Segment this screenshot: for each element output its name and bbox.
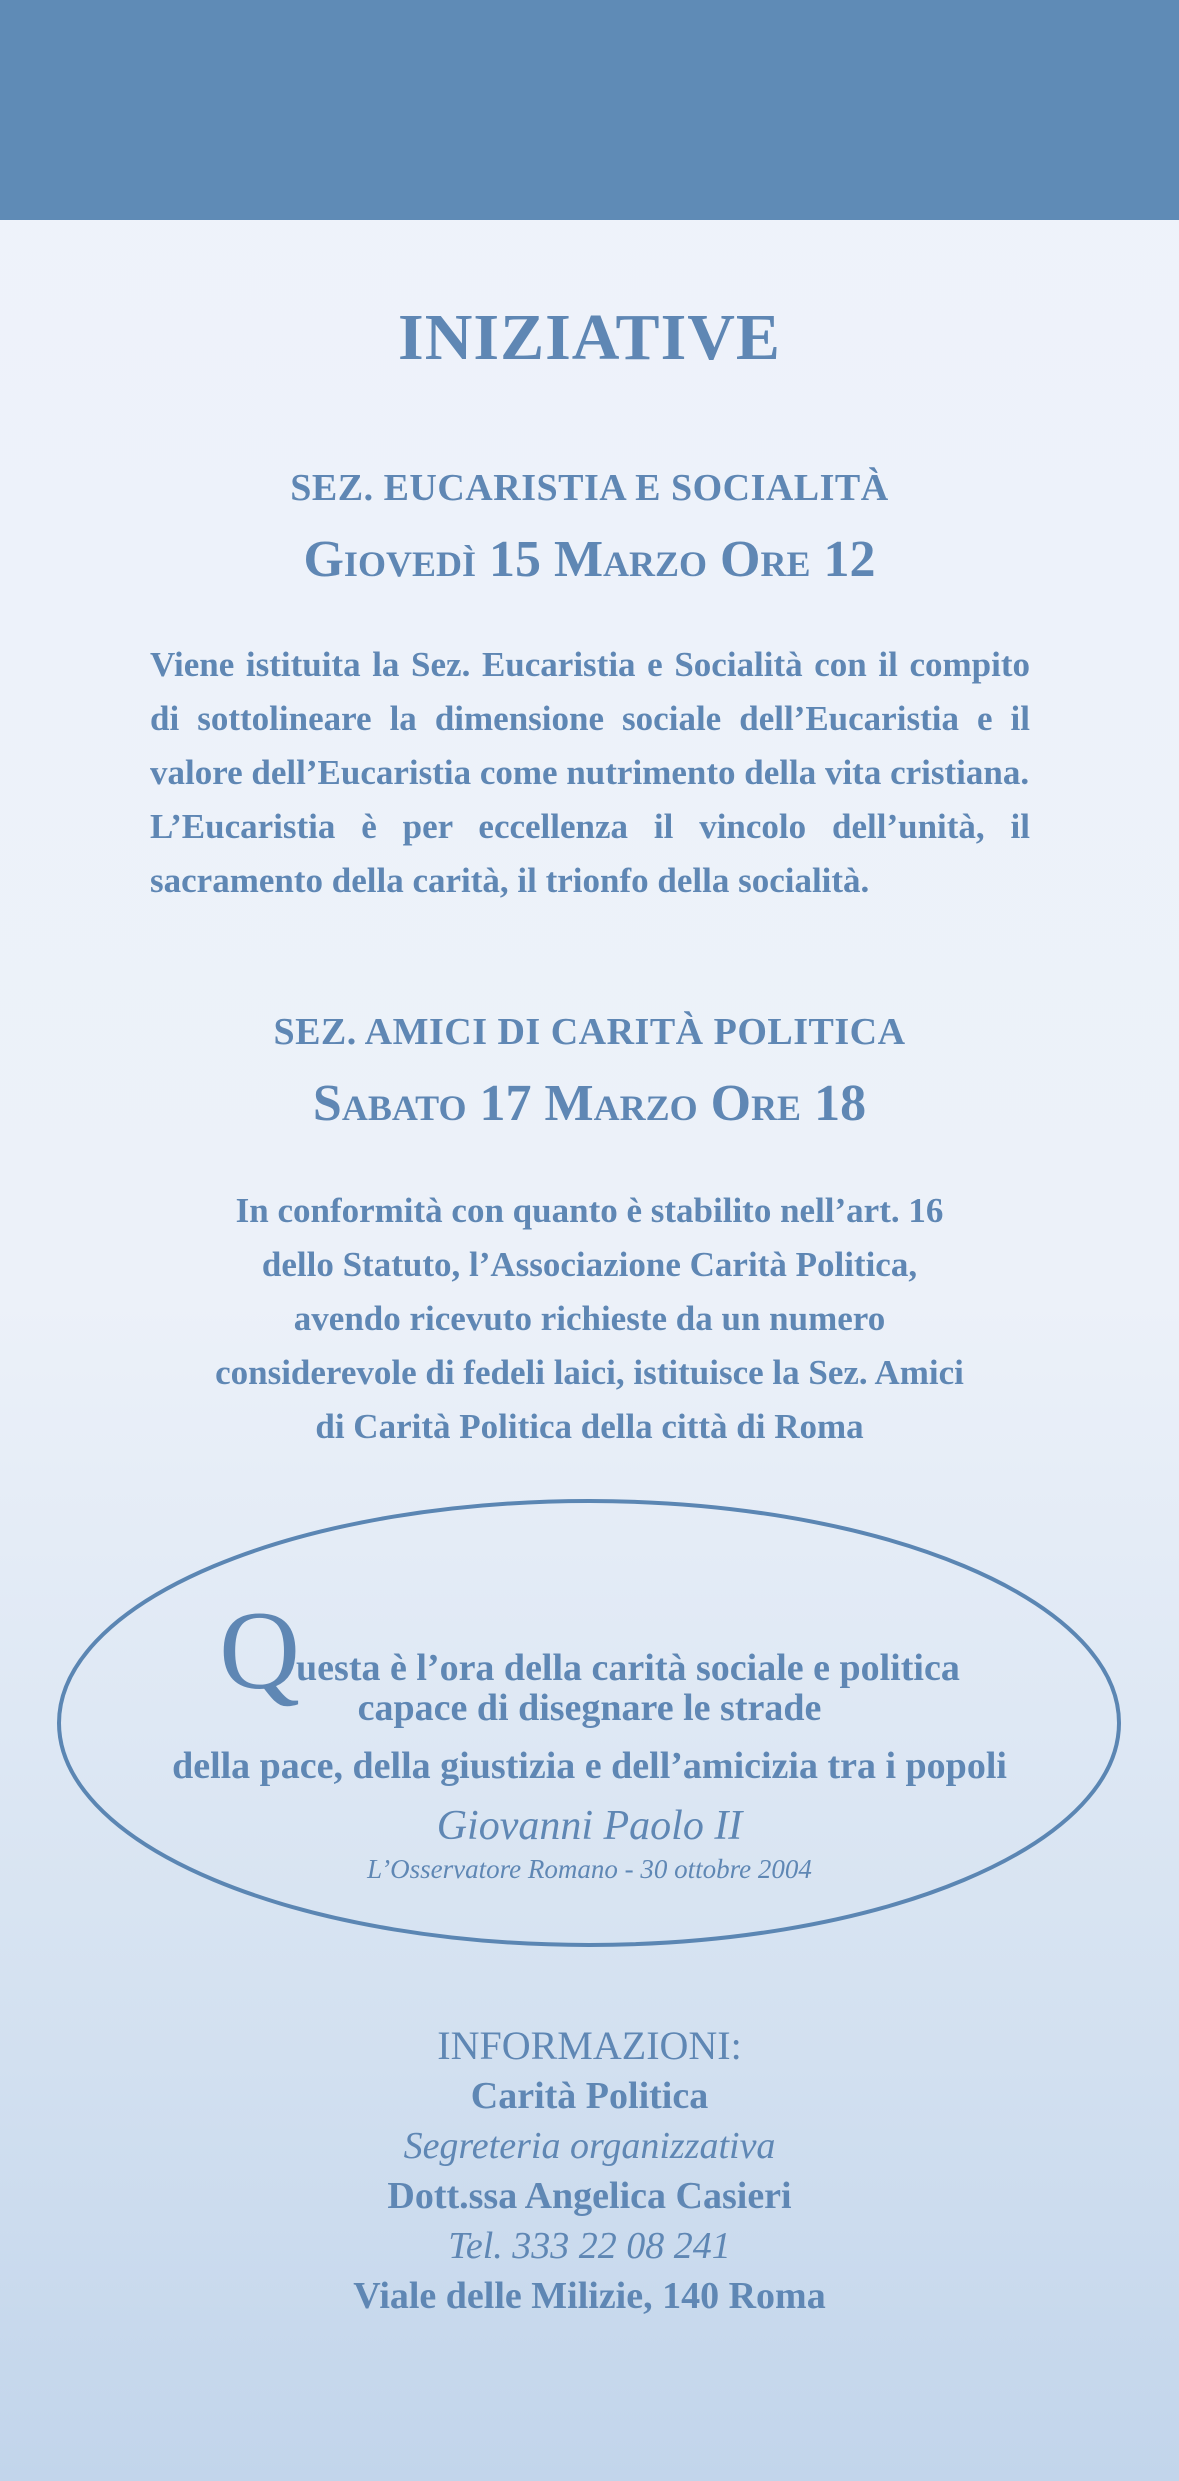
quote-box bbox=[0, 1496, 1179, 1956]
quote-line-1-text: uesta è l’ora della carità sociale e politica bbox=[296, 1647, 960, 1689]
quote-line-3: della pace, della giustizia e dell’amicizia tra i popoli bbox=[172, 1745, 1007, 1787]
quote-source: L’Osservatore Romano - 30 ottobre 2004 bbox=[367, 1854, 812, 1884]
text-line: avendo ricevuto richieste da un numero bbox=[293, 1299, 886, 1338]
info-phone: Tel. 333 22 08 241 bbox=[448, 2225, 731, 2267]
quote-dropcap: Q bbox=[219, 1589, 297, 1713]
page-title: INIZIATIVE bbox=[398, 301, 781, 374]
info-organization: Carità Politica bbox=[470, 2075, 709, 2117]
section-body-eucaristia bbox=[150, 638, 1030, 908]
paragraph: Viene istituita la Sez. Eucaristia e Socialità con il compito di sottolineare la dimensione sociale dell’Eucaristia e il valore dell’Eucaristia come nutrimento della vita cristiana. bbox=[150, 645, 1030, 792]
header-band bbox=[0, 0, 1179, 220]
quote-author: Giovanni Paolo II bbox=[436, 1803, 743, 1849]
info-contact-name: Dott.ssa Angelica Casieri bbox=[387, 2175, 792, 2217]
info-heading: INFORMAZIONI: bbox=[437, 2023, 742, 2068]
text-line: dello Statuto, l’Associazione Carità Politica, bbox=[261, 1245, 918, 1284]
section-heading-amici: SEZ. AMICI DI CARITÀ POLITICA bbox=[273, 1011, 906, 1053]
quote-line-2: capace di disegnare le strade bbox=[357, 1687, 822, 1729]
info-office: Segreteria organizzativa bbox=[403, 2125, 776, 2167]
text-line: In conformità con quanto è stabilito nell’art. 16 bbox=[235, 1191, 944, 1230]
text-line: di Carità Politica della città di Roma bbox=[315, 1407, 864, 1446]
section-heading-eucaristia: SEZ. EUCARISTIA E SOCIALITÀ bbox=[290, 467, 889, 509]
section-body-amici bbox=[100, 1184, 1079, 1454]
info-address: Viale delle Milizie, 140 Roma bbox=[353, 2275, 826, 2317]
section-date-eucaristia: Giovedì 15 Marzo Ore 12 bbox=[303, 531, 876, 588]
text-line: considerevole di fedeli laici, istituisce la Sez. Amici bbox=[215, 1353, 964, 1392]
paragraph: L’Eucaristia è per eccellenza il vincolo dell’unità, il sacramento della carità, il trionfo della socialità. bbox=[150, 807, 1030, 900]
section-date-amici: Sabato 17 Marzo Ore 18 bbox=[312, 1075, 867, 1132]
